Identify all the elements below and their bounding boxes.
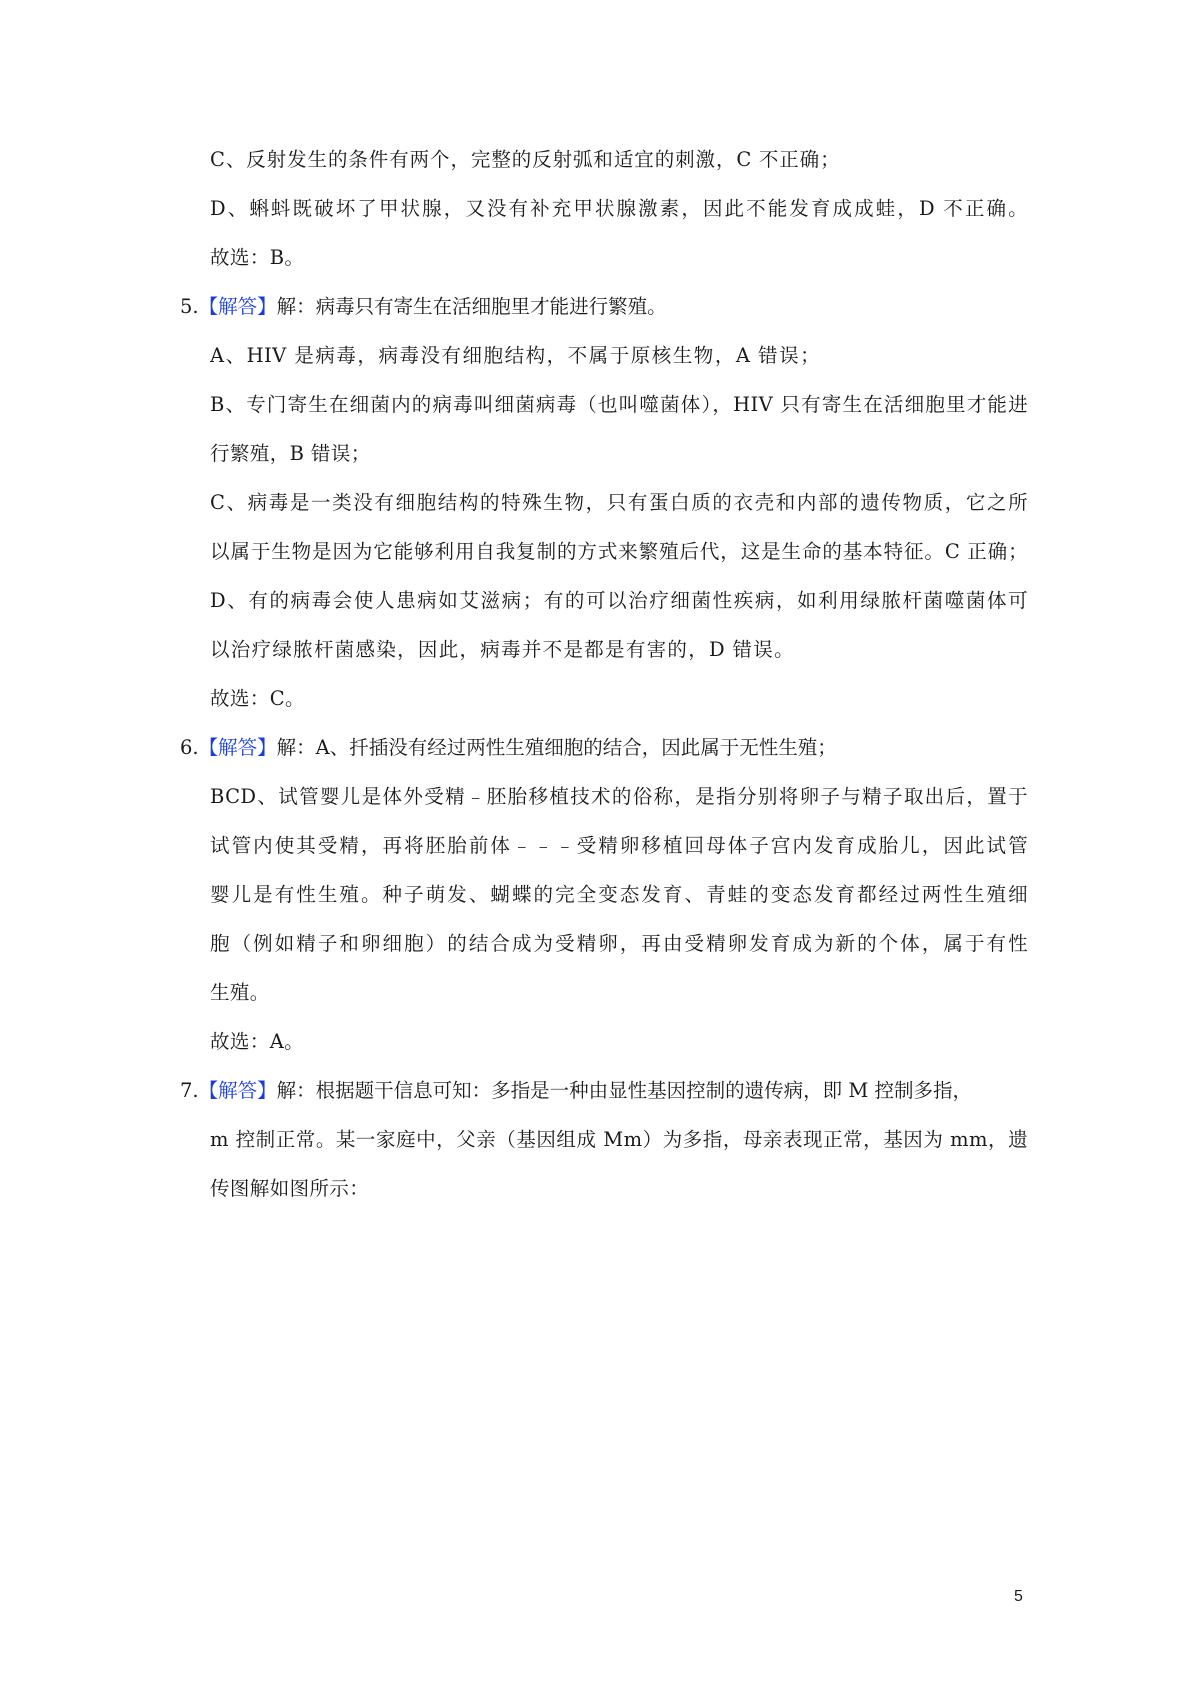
text-line: C、病毒是一类没有细胞结构的特殊生物，只有蛋白质的衣壳和内部的遗传物质，它之所 [210,491,1028,514]
text-line: D、有的病毒会使人患病如艾滋病；有的可以治疗细菌性疾病，如利用绿脓杆菌噬菌体可 [210,589,1028,612]
text-line: D、蝌蚪既破坏了甲状腺，又没有补充甲状腺激素，因此不能发育成成蛙，D 不正确。 [210,197,1028,220]
text-line: 行繁殖，B 错误； [210,442,371,465]
answer-tag: 【解答】 [198,295,277,318]
answer-line: 故选：B。 [210,246,305,269]
page-number: 5 [1014,1588,1023,1605]
question-number: 5. [180,295,199,318]
text-line: 婴儿是有性生殖。种子萌发、蝴蝶的完全变态发育、青蛙的变态发育都经过两性生殖细 [210,883,1028,906]
question-7-header [180,1077,972,1105]
text-line: A、HIV 是病毒，病毒没有细胞结构，不属于原核生物，A 错误； [210,344,820,367]
text-line: 试管内使其受精，再将胚胎前体﹣﹣﹣受精卵移植回母体子宫内发育成胎儿，因此试管 [210,834,1028,857]
answer-tag: 【解答】 [198,736,277,759]
answer-lead: 解：病毒只有寄生在活细胞里才能进行繁殖。 [276,295,667,318]
answer-tag: 【解答】 [198,1079,277,1102]
text-line: C、反射发生的条件有两个，完整的反射弧和适宜的刺激，C 不正确； [210,148,840,171]
text-line: m 控制正常。某一家庭中，父亲（基因组成 Mm）为多指，母亲表现正常，基因为 mm，遗 [210,1128,1028,1151]
question-number: 7. [180,1079,199,1102]
text-line: 以治疗绿脓杆菌感染，因此，病毒并不是都是有害的，D 错误。 [210,638,794,661]
answer-lead: 解：A、扦插没有经过两性生殖细胞的结合，因此属于无性生殖； [276,736,837,759]
answer-line: 故选：C。 [210,687,305,710]
answer-line: 故选：A。 [210,1030,305,1053]
text-line: 胞（例如精子和卵细胞）的结合成为受精卵，再由受精卵发育成为新的个体，属于有性 [210,932,1028,955]
text-line: 以属于生物是因为它能够利用自我复制的方式来繁殖后代，这是生命的基本特征。C 正确； [210,540,1028,563]
text-line: 生殖。 [210,981,270,1004]
question-5-header [180,293,667,321]
question-6-header [180,734,837,762]
text-line: B、专门寄生在细菌内的病毒叫细菌病毒（也叫噬菌体），HIV 只有寄生在活细胞里才能进 [210,393,1028,416]
text-line: 传图解如图所示： [210,1177,370,1200]
question-number: 6. [180,736,199,759]
text-line: BCD、试管婴儿是体外受精﹣胚胎移植技术的俗称，是指分别将卵子与精子取出后，置于 [210,785,1028,808]
answer-lead: 解：根据题干信息可知：多指是一种由显性基因控制的遗传病，即 M 控制多指， [276,1079,972,1102]
